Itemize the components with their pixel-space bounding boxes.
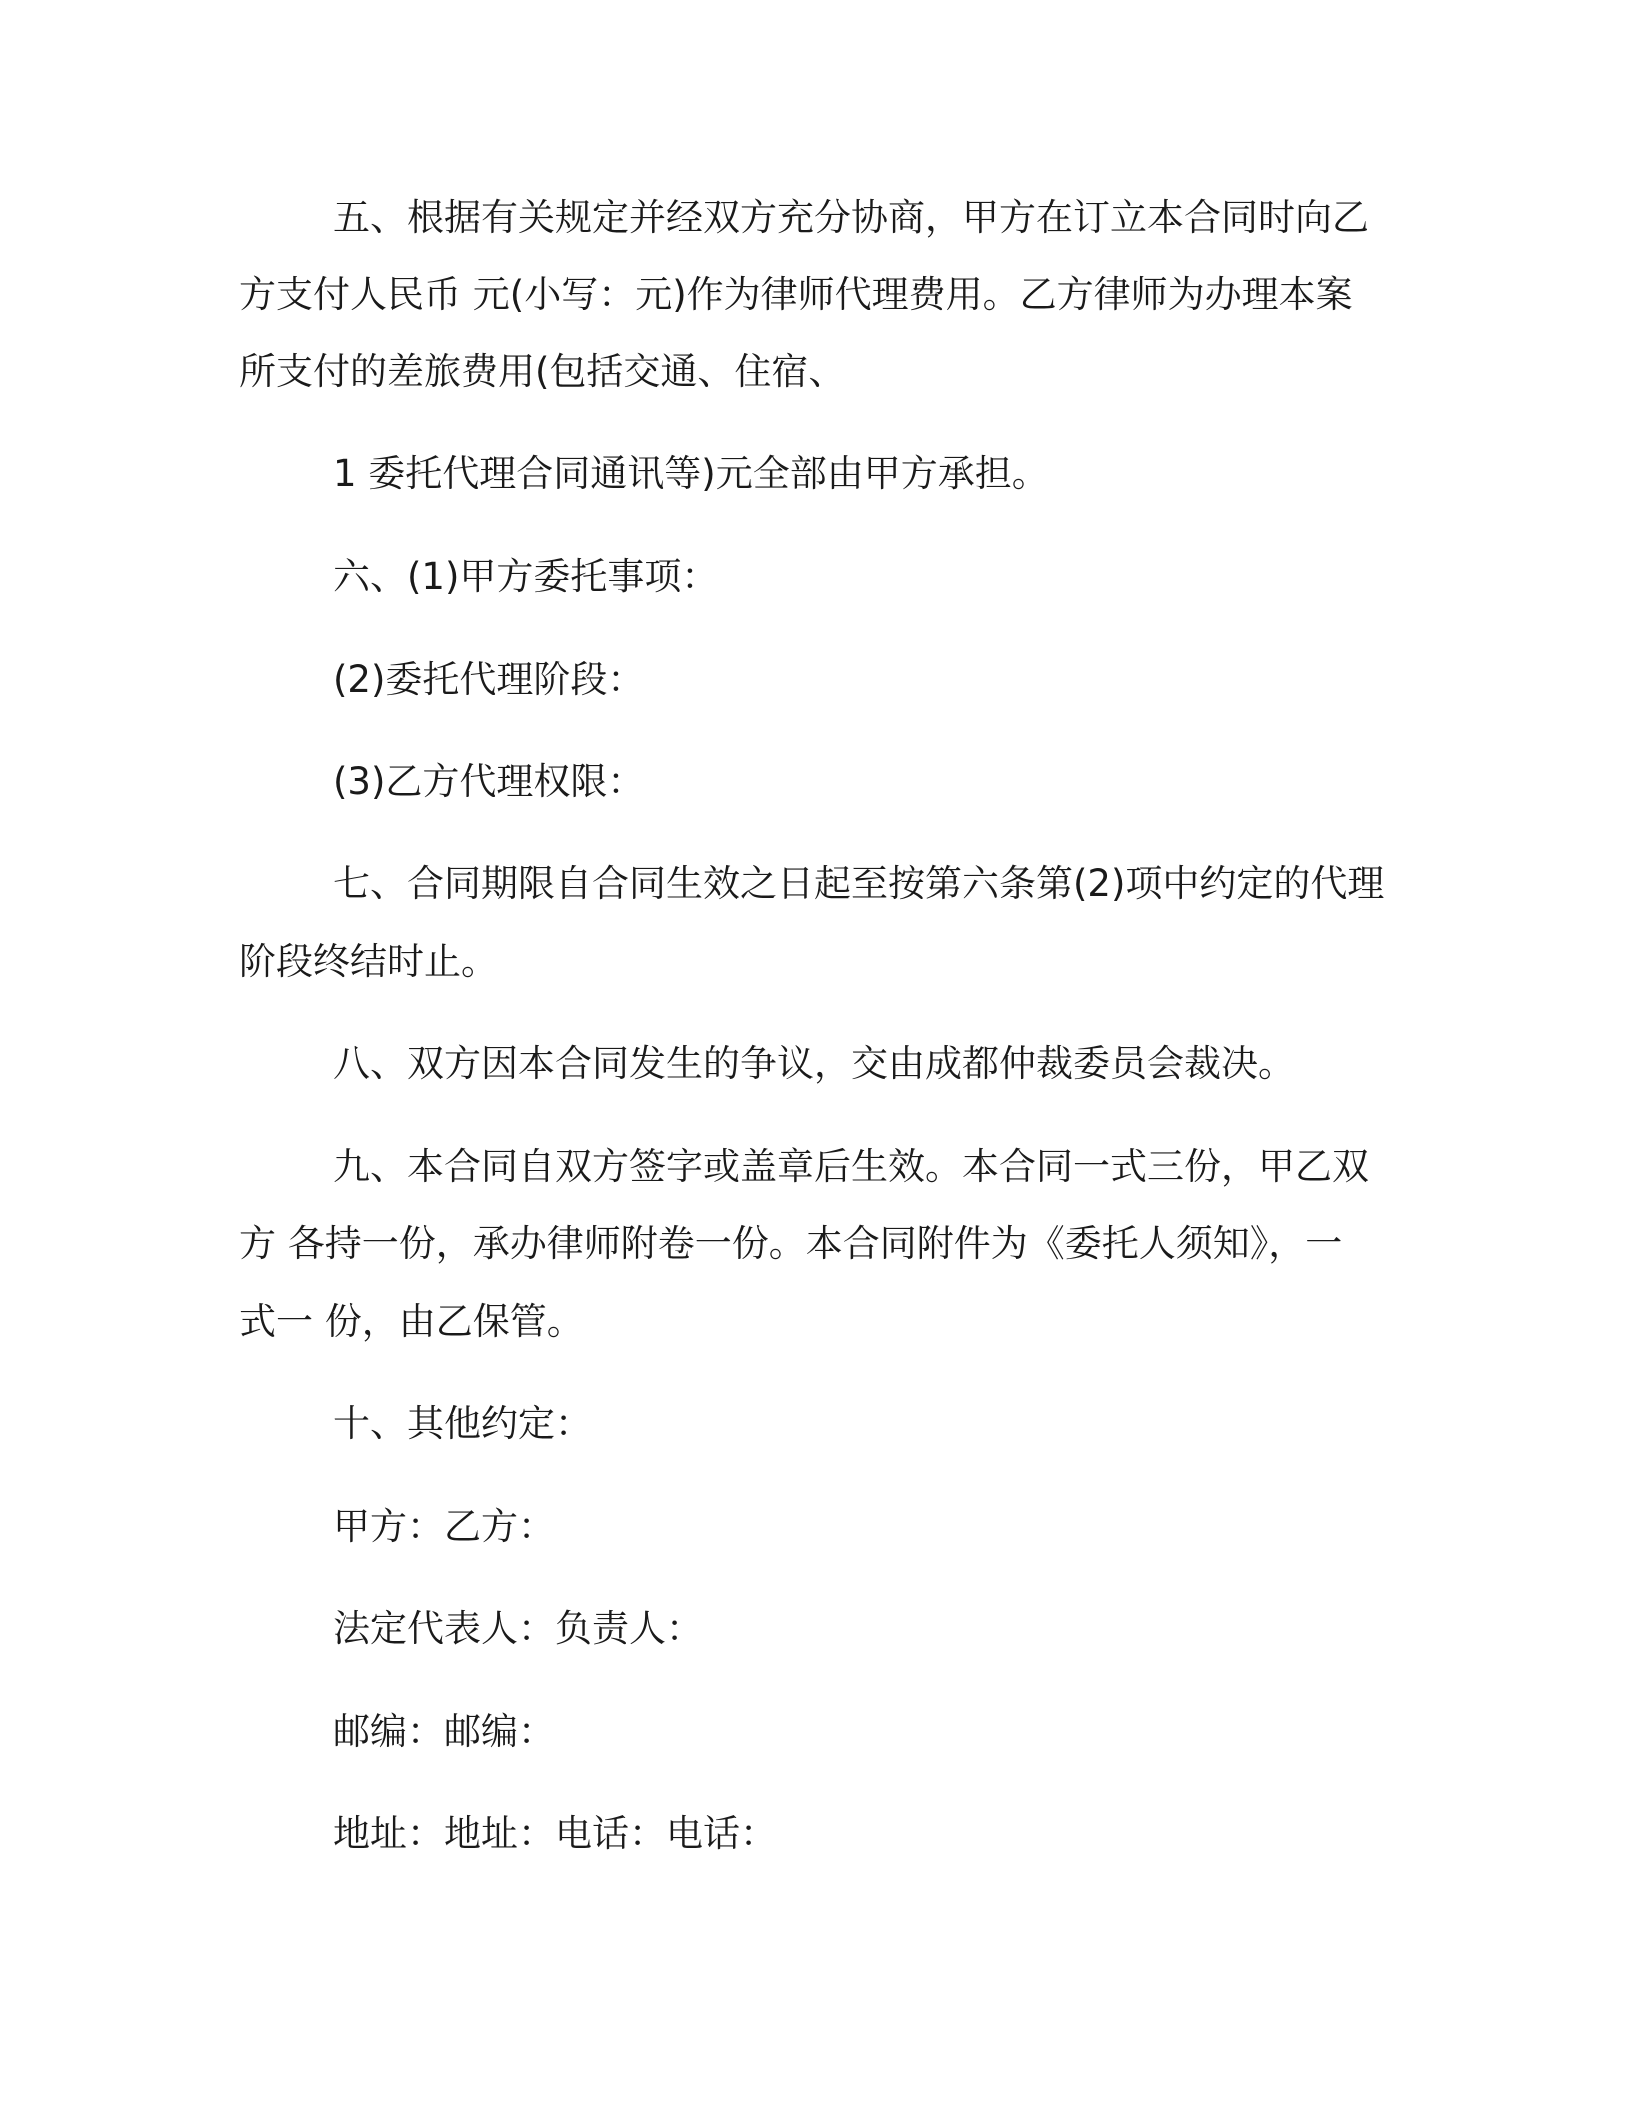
clause-5-line-1: 五、根据有关规定并经双方充分协商，甲方在订立本合同时向乙 — [333, 196, 1369, 239]
clause-5-line-3: 所支付的差旅费用(包括交通、住宿、 — [239, 350, 846, 393]
clause-7-line-2: 阶段终结时止。 — [239, 940, 498, 983]
representatives-line: 法定代表人：负责人： — [333, 1607, 703, 1650]
clause-5-line-4: 1 委托代理合同通讯等)元全部由甲方承担。 — [333, 452, 1049, 495]
clause-9-line-2: 方 各持一份，承办律师附卷一份。本合同附件为《委托人须知》，一 — [239, 1222, 1343, 1265]
clause-9-line-3: 式一 份，由乙保管。 — [239, 1300, 584, 1343]
clause-10-line: 十、其他约定： — [333, 1402, 592, 1445]
clause-8-line: 八、双方因本合同发生的争议，交由成都仲裁委员会裁决。 — [333, 1042, 1295, 1085]
clause-5-line-2: 方支付人民币 元(小写：元)作为律师代理费用。乙方律师为办理本案 — [239, 273, 1353, 316]
clause-7-line-1: 七、合同期限自合同生效之日起至按第六条第(2)项中约定的代理 — [333, 862, 1385, 905]
clause-6-item-1: 六、(1)甲方委托事项： — [333, 555, 719, 598]
clause-9-line-1: 九、本合同自双方签字或盖章后生效。本合同一式三份，甲乙双 — [333, 1145, 1369, 1188]
clause-6-item-3: (3)乙方代理权限： — [333, 760, 645, 803]
clause-6-item-2: (2)委托代理阶段： — [333, 658, 645, 701]
postcode-line: 邮编：邮编： — [333, 1710, 555, 1753]
address-phone-line: 地址：地址：电话：电话： — [333, 1812, 777, 1855]
party-names-line: 甲方：乙方： — [333, 1505, 555, 1548]
